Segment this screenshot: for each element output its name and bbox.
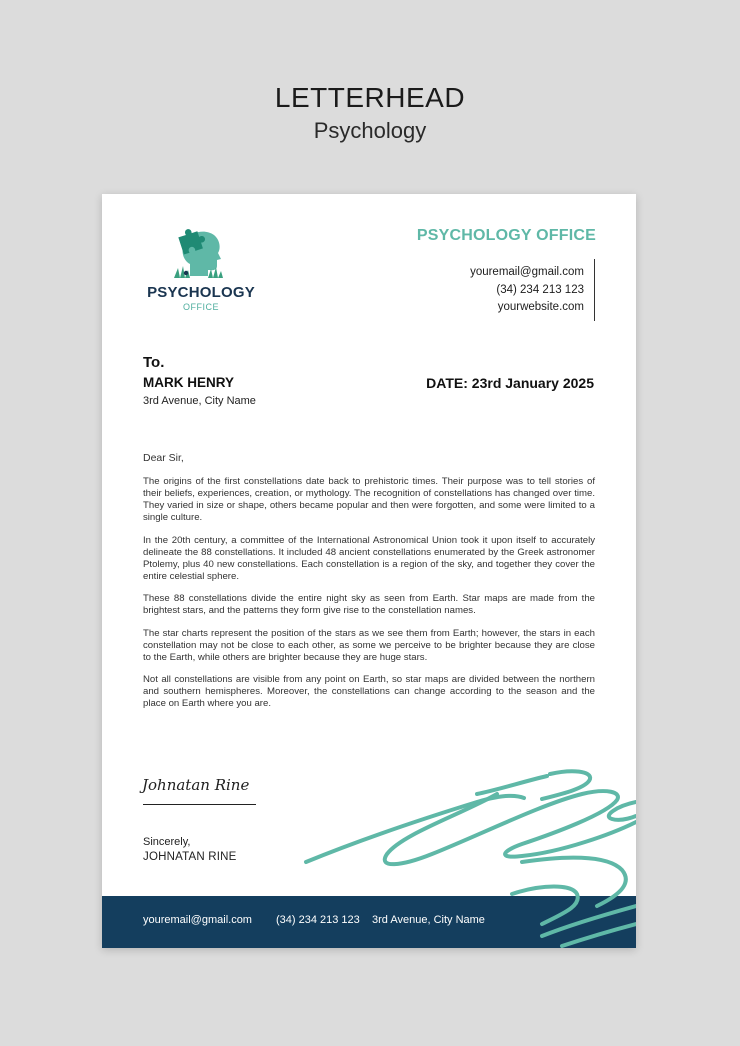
head-puzzle-icon — [172, 226, 228, 280]
recipient-address: 3rd Avenue, City Name — [143, 395, 256, 407]
header-website[interactable]: yourwebsite.com — [497, 301, 584, 313]
footer-phone[interactable]: (34) 234 213 123 — [276, 914, 360, 926]
cover-title: LETTERHEAD — [274, 82, 466, 113]
contact-divider — [594, 259, 595, 321]
signature-line — [143, 804, 256, 805]
letter-body — [143, 452, 595, 721]
signer-name: JOHNATAN RINE — [143, 851, 237, 863]
greeting: Dear Sir, — [143, 452, 184, 464]
footer-bar — [102, 896, 636, 948]
recipient-name: MARK HENRY — [143, 375, 234, 390]
header-phone[interactable]: (34) 234 213 123 — [496, 283, 584, 296]
paragraph: The origins of the first constellations date back to prehistoric times. Their purpose was to tell stories of their beliefs, experiences, creation, or mythology. The recognition of constellations has changed over time. They varied in size or shape, others became popular and then were forgotten, and some were limited to a single culture. — [143, 476, 595, 523]
logo-name: PSYCHOLOGY — [147, 284, 255, 301]
paragraph: The star charts represent the position of the stars as we see them from Earth; however, the stars in each constellation may not be close to each other, as some we perceive to be brighter because they are close to the Earth, while others are brighter because they are huge stars. — [143, 627, 595, 663]
to-label: To. — [143, 354, 165, 371]
closing: Sincerely, — [143, 836, 191, 848]
letterhead-sheet — [102, 194, 636, 948]
office-title: PSYCHOLOGY OFFICE — [416, 227, 596, 244]
paragraph: Not all constellations are visible from any point on Earth, so star maps are divided between the northern and southern hemispheres. Moreover, the constellations can change according to the season and the place on Earth where you are. — [143, 674, 595, 709]
header-contact — [470, 264, 584, 317]
paragraph: These 88 constellations divide the entire night sky as seen from Earth. Star maps are made from the brightest stars, and the patterns they form give rise to the constellation names. — [143, 593, 595, 616]
footer-address: 3rd Avenue, City Name — [372, 914, 485, 926]
logo-sub: OFFICE — [183, 302, 219, 312]
letter-date: DATE: 23rd January 2025 — [426, 375, 594, 391]
footer-email[interactable]: youremail@gmail.com — [143, 914, 252, 926]
logo — [142, 226, 260, 316]
signature: Johnatan Rine — [142, 776, 250, 794]
paragraph: In the 20th century, a committee of the International Astronomical Union took it upon itself to accurately delineate the 88 constellations. It included 48 ancient constellations enumerated by the Greek astronomer Ptolemy, plus 40 new constellations. Each constellation is a region of the sky, and together they cover the entire celestial sphere. — [143, 534, 595, 582]
cover-subtitle: Psychology — [313, 118, 427, 143]
header-email[interactable]: youremail@gmail.com — [470, 266, 584, 278]
